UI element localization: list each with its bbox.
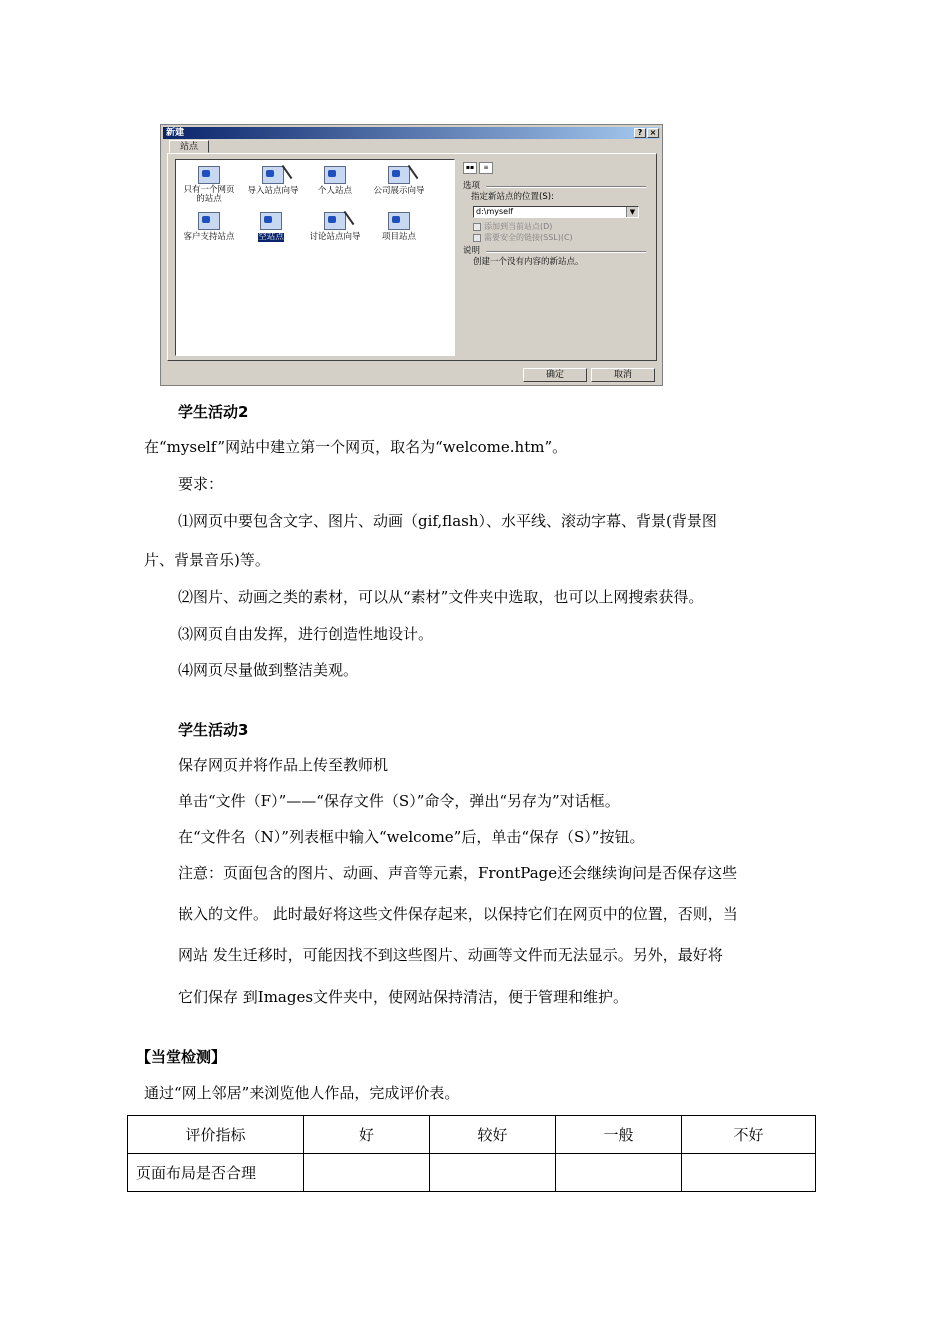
dropdown-arrow-icon[interactable]: ▼ xyxy=(626,207,638,217)
note-line-2: 嵌入的文件。 此时最好将这些文件保存起来，以保持它们在网页中的位置，否则，当 xyxy=(178,905,738,923)
template-item[interactable]: 公司展示向导 xyxy=(368,166,430,196)
note-line-3: 网站 发生迁移时，可能因找不到这些图片、动画等文件而无法显示。另外，最好将 xyxy=(178,946,723,964)
activity-3-step-3: 在“文件名（N）”列表框中输入“welcome”后，单击“保存（S）”按钮。 xyxy=(178,828,645,846)
activity-2-heading: 学生活动2 xyxy=(178,403,249,421)
in-class-check-heading: 【当堂检测】 xyxy=(136,1048,227,1066)
table-header-cell: 较好 xyxy=(430,1116,556,1154)
note-line-4: 它们保存 到Images文件夹中，使网站保持清洁，便于管理和维护。 xyxy=(178,988,629,1006)
activity-3-step-2: 单击“文件（F）”——“保存文件（S）”命令，弹出“另存为”对话框。 xyxy=(178,792,620,810)
site-template-icon xyxy=(198,166,220,184)
table-cell: 页面布局是否合理 xyxy=(128,1154,304,1192)
location-value: d:\myself xyxy=(476,207,514,216)
table-cell[interactable] xyxy=(430,1154,556,1192)
options-label: 选项 xyxy=(463,181,481,191)
site-template-icon xyxy=(388,212,410,230)
dialog-title: 新建 xyxy=(166,128,185,138)
table-header-cell: 不好 xyxy=(682,1116,816,1154)
table-header-cell: 好 xyxy=(304,1116,430,1154)
table-header-cell: 一般 xyxy=(556,1116,682,1154)
location-label: 指定新站点的位置(S): xyxy=(471,192,554,202)
evaluation-table xyxy=(127,1115,816,1192)
template-item[interactable]: 个人站点 xyxy=(304,166,366,196)
requirement-4: ⑷网页尽量做到整洁美观。 xyxy=(178,661,359,679)
in-class-check-intro: 通过“网上邻居”来浏览他人作品，完成评价表。 xyxy=(144,1084,460,1102)
requirements-label: 要求： xyxy=(178,475,224,493)
table-header-row xyxy=(128,1116,816,1154)
template-item[interactable]: 讨论站点向导 xyxy=(304,212,366,242)
site-template-list[interactable] xyxy=(175,159,455,356)
wizard-icon xyxy=(388,166,410,184)
dialog-titlebar xyxy=(163,127,660,139)
site-template-icon xyxy=(260,212,282,230)
template-item-selected[interactable]: 空站点 xyxy=(240,212,302,242)
tab-site[interactable]: 站点 xyxy=(169,140,209,153)
template-item[interactable]: 客户支持站点 xyxy=(178,212,240,242)
requirement-1-cont: 片、背景音乐)等。 xyxy=(144,551,270,569)
requirement-2: ⑵图片、动画之类的素材，可以从“素材”文件夹中选取，也可以上网搜索获得。 xyxy=(178,588,704,606)
requirement-1: ⑴网页中要包含文字、图片、动画（gif,flash）、水平线、滚动字幕、背景(背景图 xyxy=(178,512,717,530)
new-site-dialog-screenshot xyxy=(160,124,663,386)
cancel-button[interactable]: 取消 xyxy=(591,368,655,382)
options-divider xyxy=(486,186,646,188)
table-cell[interactable] xyxy=(682,1154,816,1192)
site-template-icon xyxy=(324,166,346,184)
large-icons-view-icon[interactable]: ▪▪ xyxy=(463,162,477,174)
secure-connection-checkbox[interactable]: 需要安全的链接(SSL)(C) xyxy=(473,233,573,243)
wizard-icon xyxy=(324,212,346,230)
help-icon[interactable]: ? xyxy=(634,128,646,138)
note-line-1: 注意：页面包含的图片、动画、声音等元素，FrontPage还会继续询问是否保存这些 xyxy=(178,864,738,882)
activity-3-heading: 学生活动3 xyxy=(178,721,249,739)
view-toggle xyxy=(463,162,495,174)
table-cell[interactable] xyxy=(556,1154,682,1192)
template-item[interactable]: 导入站点向导 xyxy=(242,166,304,196)
table-header-cell: 评价指标 xyxy=(128,1116,304,1154)
wizard-icon xyxy=(262,166,284,184)
site-template-icon xyxy=(198,212,220,230)
table-row xyxy=(128,1154,816,1192)
ok-button[interactable]: 确定 xyxy=(523,368,587,382)
activity-2-intro: 在“myself”网站中建立第一个网页，取名为“welcome.htm”。 xyxy=(144,438,568,456)
template-item[interactable]: 只有一个网页的站点 xyxy=(178,166,240,204)
description-text: 创建一个没有内容的新站点。 xyxy=(473,257,584,267)
activity-3-step-1: 保存网页并将作品上传至教师机 xyxy=(178,756,389,774)
description-label: 说明 xyxy=(463,246,481,256)
requirement-3: ⑶网页自由发挥，进行创造性地设计。 xyxy=(178,625,434,643)
checkbox-icon xyxy=(473,223,481,231)
list-view-icon[interactable]: ≡ xyxy=(479,162,493,174)
close-icon[interactable]: × xyxy=(647,128,659,138)
add-to-current-checkbox[interactable]: 添加到当前站点(D) xyxy=(473,222,552,232)
table-cell[interactable] xyxy=(304,1154,430,1192)
description-divider xyxy=(486,251,646,253)
location-combobox[interactable] xyxy=(473,206,639,218)
checkbox-icon xyxy=(473,234,481,242)
template-item[interactable]: 项目站点 xyxy=(368,212,430,242)
